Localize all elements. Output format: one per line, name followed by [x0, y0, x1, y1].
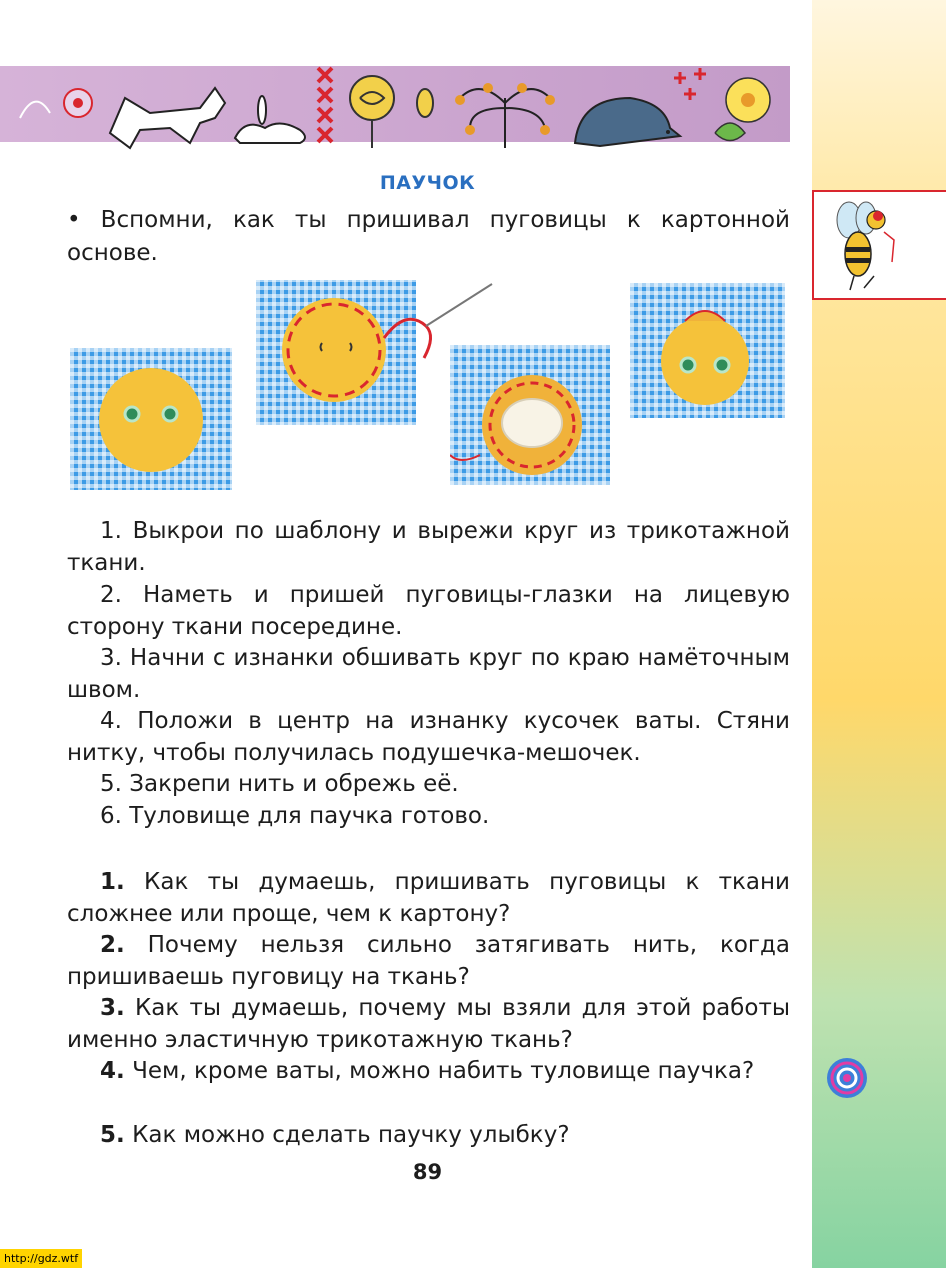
question-text: Почему нельзя сильно затягивать нить, когда пришиваешь пуговицу на ткань? — [67, 932, 791, 990]
step-3: 3. Начни с изнанки обшивать круг по краю намёточным швом. — [67, 645, 790, 703]
step-4: 4. Положи в центр на изнанку кусочек ваты. Стяни нитку, чтобы получилась подушечка-мешочек. — [67, 708, 790, 766]
step-2: 2. Наметь и пришей пуговицы-глазки на лицевую сторону ткани посередине. — [67, 582, 790, 640]
step-6: 6. Туловище для паучка готово. — [100, 803, 490, 829]
page-number: 89 — [412, 1160, 443, 1184]
page-title: ПАУЧОК — [379, 172, 476, 194]
intro-text: • Вспомни, как ты пришивал пуговицы к картонной основе. — [67, 207, 790, 266]
question-number: 2. — [100, 932, 125, 958]
question-text: Как можно сделать паучку улыбку? — [132, 1122, 570, 1148]
question-text: Чем, кроме ваты, можно набить туловище паучка? — [132, 1058, 755, 1084]
bee-icon — [814, 192, 946, 298]
question-number: 3. — [100, 995, 125, 1021]
question-number: 4. — [100, 1058, 125, 1084]
question-2 — [67, 929, 790, 993]
question-3 — [67, 992, 790, 1056]
question-4 — [67, 1055, 790, 1087]
step-illustration-4 — [630, 283, 785, 418]
question-number: 1. — [100, 869, 125, 895]
question-1 — [67, 866, 790, 930]
decorative-banner — [0, 58, 790, 158]
step-1: 1. Выкрои по шаблону и вырежи круг из трикотажной ткани. — [67, 518, 790, 576]
step-illustration-3 — [450, 345, 610, 485]
watermark-link[interactable]: http://gdz.wtf — [0, 1249, 82, 1268]
bee-illustration-box — [812, 190, 946, 300]
spiral-icon — [826, 1057, 868, 1099]
step-illustration-1 — [70, 348, 232, 490]
question-number: 5. — [100, 1122, 125, 1148]
question-5 — [67, 1119, 790, 1151]
step-5: 5. Закрепи нить и обрежь её. — [100, 771, 459, 797]
question-text: Как ты думаешь, почему мы взяли для этой работы именно эластичную трикотажную ткань? — [67, 995, 790, 1053]
question-text: Как ты думаешь, пришивать пуговицы к ткани сложнее или проще, чем к картону? — [67, 869, 791, 927]
